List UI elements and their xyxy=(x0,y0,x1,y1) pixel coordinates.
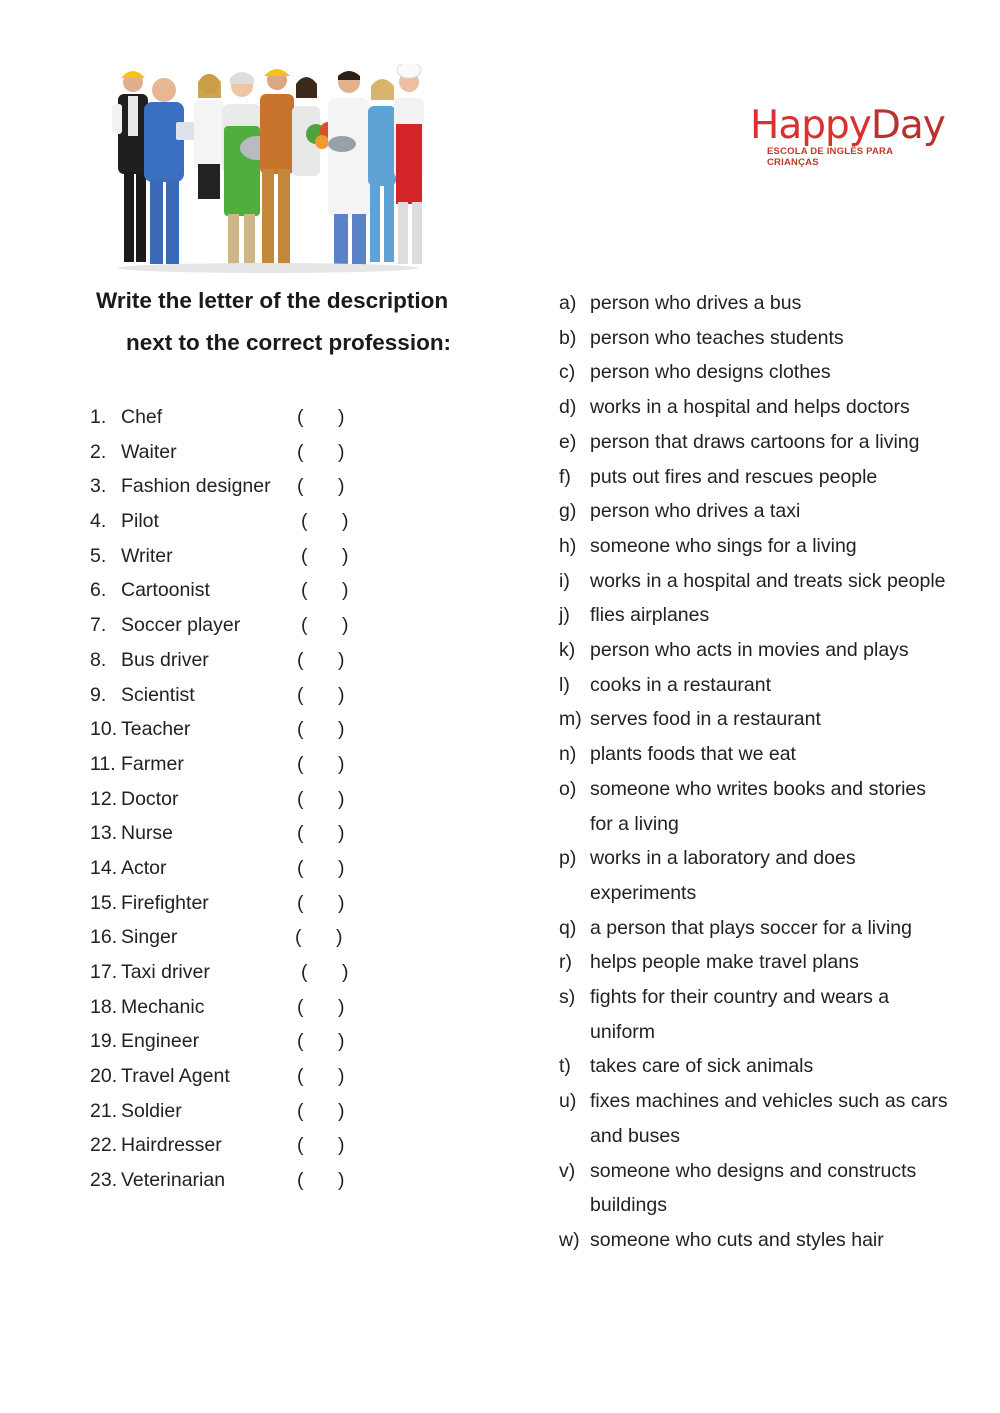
description-letter: g) xyxy=(559,500,577,523)
description-text: works in a hospital and treats sick people xyxy=(590,569,946,592)
profession-number: 14. xyxy=(90,856,118,879)
answer-blank-open[interactable]: ( xyxy=(297,752,304,775)
logo-tagline: ESCOLA DE INGLÊS PARA CRIANÇAS xyxy=(767,146,893,168)
profession-number: 10. xyxy=(90,718,118,741)
description-item xyxy=(559,425,979,460)
description-text: someone who designs and constructs buildings xyxy=(590,1159,917,1217)
description-text: cooks in a restaurant xyxy=(590,673,772,696)
profession-name: Pilot xyxy=(121,510,159,533)
profession-name: Firefighter xyxy=(121,891,209,914)
answer-blank-open[interactable]: ( xyxy=(297,891,304,914)
answer-blank-close: ) xyxy=(338,1169,345,1192)
answer-blank-open[interactable]: ( xyxy=(297,1099,304,1122)
profession-name: Farmer xyxy=(121,752,184,775)
professionals-photo xyxy=(106,64,430,274)
description-item xyxy=(559,633,979,668)
profession-item xyxy=(90,437,390,472)
description-item xyxy=(559,494,979,529)
description-text: fights for their country and wears a uniform xyxy=(590,986,890,1043)
description-text: someone who writes books and stories for a living xyxy=(590,777,927,835)
profession-number: 16. xyxy=(90,926,118,949)
profession-item xyxy=(90,749,390,784)
answer-blank-close: ) xyxy=(338,1134,345,1157)
profession-item xyxy=(90,1165,390,1200)
profession-name: Scientist xyxy=(121,683,195,706)
profession-name: Waiter xyxy=(121,440,177,463)
profession-item xyxy=(90,575,390,610)
profession-name: Mechanic xyxy=(121,995,205,1018)
description-text: serves food in a restaurant xyxy=(590,708,821,731)
answer-blank-close: ) xyxy=(338,1030,345,1053)
answer-blank-open[interactable]: ( xyxy=(297,822,304,845)
profession-name: Taxi driver xyxy=(121,961,210,983)
answer-blank-open[interactable]: ( xyxy=(301,510,308,533)
answer-blank-close: ) xyxy=(342,579,349,602)
answer-blank-close: ) xyxy=(338,995,345,1018)
answer-blank-close: ) xyxy=(342,510,349,533)
profession-number: 1. xyxy=(90,406,107,428)
description-item xyxy=(559,460,979,495)
profession-item xyxy=(90,957,390,992)
profession-item xyxy=(90,888,390,923)
instructions-line-1: Write the letter of the description xyxy=(96,288,449,313)
answer-blank-open[interactable]: ( xyxy=(297,440,304,463)
profession-number: 4. xyxy=(90,510,107,533)
answer-blank-close: ) xyxy=(338,856,345,879)
description-item xyxy=(559,529,979,564)
happyday-logo xyxy=(750,103,945,168)
profession-number: 22. xyxy=(90,1134,118,1157)
profession-item xyxy=(90,1130,390,1165)
answer-blank-open[interactable]: ( xyxy=(297,406,304,428)
profession-name: Bus driver xyxy=(121,648,209,671)
profession-item xyxy=(90,610,390,645)
answer-blank-open[interactable]: ( xyxy=(301,544,308,567)
profession-item xyxy=(90,714,390,749)
answer-blank-close: ) xyxy=(338,752,345,775)
description-item xyxy=(559,390,979,425)
answer-blank-close: ) xyxy=(338,406,345,428)
description-letter: h) xyxy=(559,534,577,557)
answer-blank-open[interactable]: ( xyxy=(297,718,304,741)
profession-name: Doctor xyxy=(121,787,179,810)
description-text: someone who cuts and styles hair xyxy=(590,1228,884,1251)
profession-number: 9. xyxy=(90,683,107,706)
description-item xyxy=(559,841,979,910)
description-item xyxy=(559,1049,979,1084)
description-letter: a) xyxy=(559,292,577,314)
description-item xyxy=(559,772,979,841)
profession-item xyxy=(90,784,390,819)
description-text: works in a laboratory and does experiments xyxy=(590,847,856,904)
description-item xyxy=(559,702,979,737)
description-text: person who designs clothes xyxy=(590,361,831,384)
answer-blank-close: ) xyxy=(336,926,343,949)
answer-blank-open[interactable]: ( xyxy=(297,683,304,706)
description-letter: p) xyxy=(559,847,577,870)
description-text: person that draws cartoons for a living xyxy=(590,430,920,453)
description-letter: t) xyxy=(559,1055,571,1078)
description-letter: k) xyxy=(559,639,576,662)
profession-number: 21. xyxy=(90,1099,118,1122)
answer-blank-close: ) xyxy=(342,614,349,637)
description-text: a person that plays soccer for a living xyxy=(590,916,912,939)
profession-number: 6. xyxy=(90,579,107,602)
description-item xyxy=(559,945,979,980)
profession-item xyxy=(90,680,390,715)
profession-name: Soccer player xyxy=(121,614,241,637)
profession-item xyxy=(90,1061,390,1096)
description-letter: e) xyxy=(559,430,577,453)
answer-blank-close: ) xyxy=(338,683,345,706)
answer-blank-open[interactable]: ( xyxy=(297,1030,304,1053)
profession-item xyxy=(90,1026,390,1061)
answer-blank-open[interactable]: ( xyxy=(297,1065,304,1088)
description-item xyxy=(559,980,979,1049)
profession-item xyxy=(90,506,390,541)
description-letter: i) xyxy=(559,569,570,592)
profession-item xyxy=(90,645,390,680)
profession-number: 20. xyxy=(90,1065,118,1088)
profession-number: 2. xyxy=(90,440,107,463)
answer-blank-open[interactable]: ( xyxy=(301,614,308,637)
description-text: flies airplanes xyxy=(590,604,710,627)
description-item xyxy=(559,911,979,946)
profession-name: Fashion designer xyxy=(121,475,271,498)
profession-number: 7. xyxy=(90,614,107,637)
description-letter: r) xyxy=(559,951,572,974)
profession-name: Soldier xyxy=(121,1099,182,1122)
description-letter: d) xyxy=(559,396,577,419)
profession-number: 12. xyxy=(90,787,118,810)
profession-item xyxy=(90,402,390,437)
profession-item xyxy=(90,471,390,506)
description-text: person who acts in movies and plays xyxy=(590,639,909,662)
profession-item xyxy=(90,1096,390,1131)
profession-name: Writer xyxy=(121,544,173,567)
answer-blank-close: ) xyxy=(338,718,345,741)
profession-name: Hairdresser xyxy=(121,1134,222,1157)
descriptions-list xyxy=(559,286,979,1258)
description-letter: v) xyxy=(559,1159,576,1182)
profession-name: Veterinarian xyxy=(121,1169,226,1192)
logo-wordmark xyxy=(750,103,945,148)
answer-blank-open[interactable]: ( xyxy=(301,579,308,602)
description-item xyxy=(559,286,979,321)
description-item xyxy=(559,598,979,633)
profession-number: 11. xyxy=(90,752,116,775)
answer-blank-open[interactable]: ( xyxy=(301,961,308,983)
description-letter: u) xyxy=(559,1090,577,1113)
answer-blank-open[interactable]: ( xyxy=(297,475,304,498)
profession-number: 13. xyxy=(90,822,118,845)
profession-number: 17. xyxy=(90,961,118,983)
answer-blank-close: ) xyxy=(338,1065,345,1088)
answer-blank-close: ) xyxy=(338,440,345,463)
description-text: someone who sings for a living xyxy=(590,534,857,557)
answer-blank-open[interactable]: ( xyxy=(297,648,304,671)
instructions-line-2: next to the correct profession: xyxy=(126,330,452,355)
answer-blank-open[interactable]: ( xyxy=(297,856,304,879)
description-item xyxy=(559,737,979,772)
answer-blank-open[interactable]: ( xyxy=(297,1169,304,1192)
answer-blank-open[interactable]: ( xyxy=(297,1134,304,1157)
logo-happy: Happy xyxy=(750,103,871,148)
profession-number: 19. xyxy=(90,1030,118,1053)
description-letter: n) xyxy=(559,743,577,766)
profession-number: 5. xyxy=(90,544,107,567)
description-letter: q) xyxy=(559,916,577,939)
description-item xyxy=(559,564,979,599)
description-item xyxy=(559,355,979,390)
description-text: person who drives a bus xyxy=(590,292,802,314)
profession-number: 15. xyxy=(90,891,118,914)
answer-blank-close: ) xyxy=(338,648,345,671)
description-letter: b) xyxy=(559,326,577,349)
profession-item xyxy=(90,992,390,1027)
description-text: helps people make travel plans xyxy=(590,951,859,974)
profession-number: 3. xyxy=(90,475,107,498)
description-item xyxy=(559,1223,979,1258)
answer-blank-close: ) xyxy=(338,822,345,845)
professions-list xyxy=(90,402,390,1200)
logo-day: Day xyxy=(870,103,945,148)
profession-item xyxy=(90,541,390,576)
answer-blank-close: ) xyxy=(338,1099,345,1122)
description-item xyxy=(559,1084,979,1153)
description-letter: l) xyxy=(559,673,570,696)
profession-item xyxy=(90,818,390,853)
profession-number: 18. xyxy=(90,995,118,1018)
answer-blank-open[interactable]: ( xyxy=(297,995,304,1018)
description-text: works in a hospital and helps doctors xyxy=(590,396,910,419)
profession-name: Travel Agent xyxy=(121,1065,230,1088)
profession-item xyxy=(90,922,390,957)
profession-name: Chef xyxy=(121,406,163,428)
answer-blank-open[interactable]: ( xyxy=(297,787,304,810)
answer-blank-close: ) xyxy=(338,475,345,498)
description-letter: f) xyxy=(559,465,571,488)
profession-name: Engineer xyxy=(121,1030,200,1053)
answer-blank-close: ) xyxy=(342,961,349,983)
answer-blank-open[interactable]: ( xyxy=(295,926,302,949)
description-item xyxy=(559,321,979,356)
profession-number: 8. xyxy=(90,648,107,671)
description-item xyxy=(559,1154,979,1223)
answer-blank-close: ) xyxy=(342,544,349,567)
profession-name: Actor xyxy=(121,856,167,879)
description-item xyxy=(559,668,979,703)
answer-blank-close: ) xyxy=(338,787,345,810)
profession-number: 23. xyxy=(90,1169,118,1192)
description-letter: j) xyxy=(559,604,570,627)
description-letter: s) xyxy=(559,986,576,1009)
description-text: plants foods that we eat xyxy=(590,743,796,766)
profession-name: Teacher xyxy=(121,718,191,741)
profession-name: Nurse xyxy=(121,822,174,845)
description-letter: m) xyxy=(559,708,582,731)
description-letter: o) xyxy=(559,777,577,800)
description-letter: w) xyxy=(559,1228,580,1251)
description-text: person who drives a taxi xyxy=(590,500,801,523)
profession-name: Cartoonist xyxy=(121,579,210,602)
profession-name: Singer xyxy=(121,926,178,949)
answer-blank-close: ) xyxy=(338,891,345,914)
description-text: fixes machines and vehicles such as cars and buses xyxy=(590,1090,948,1147)
description-letter: c) xyxy=(559,361,576,384)
description-text: person who teaches students xyxy=(590,326,844,349)
description-text: takes care of sick animals xyxy=(590,1055,814,1078)
description-text: puts out fires and rescues people xyxy=(590,465,878,488)
profession-item xyxy=(90,853,390,888)
worker-figures xyxy=(112,64,424,266)
